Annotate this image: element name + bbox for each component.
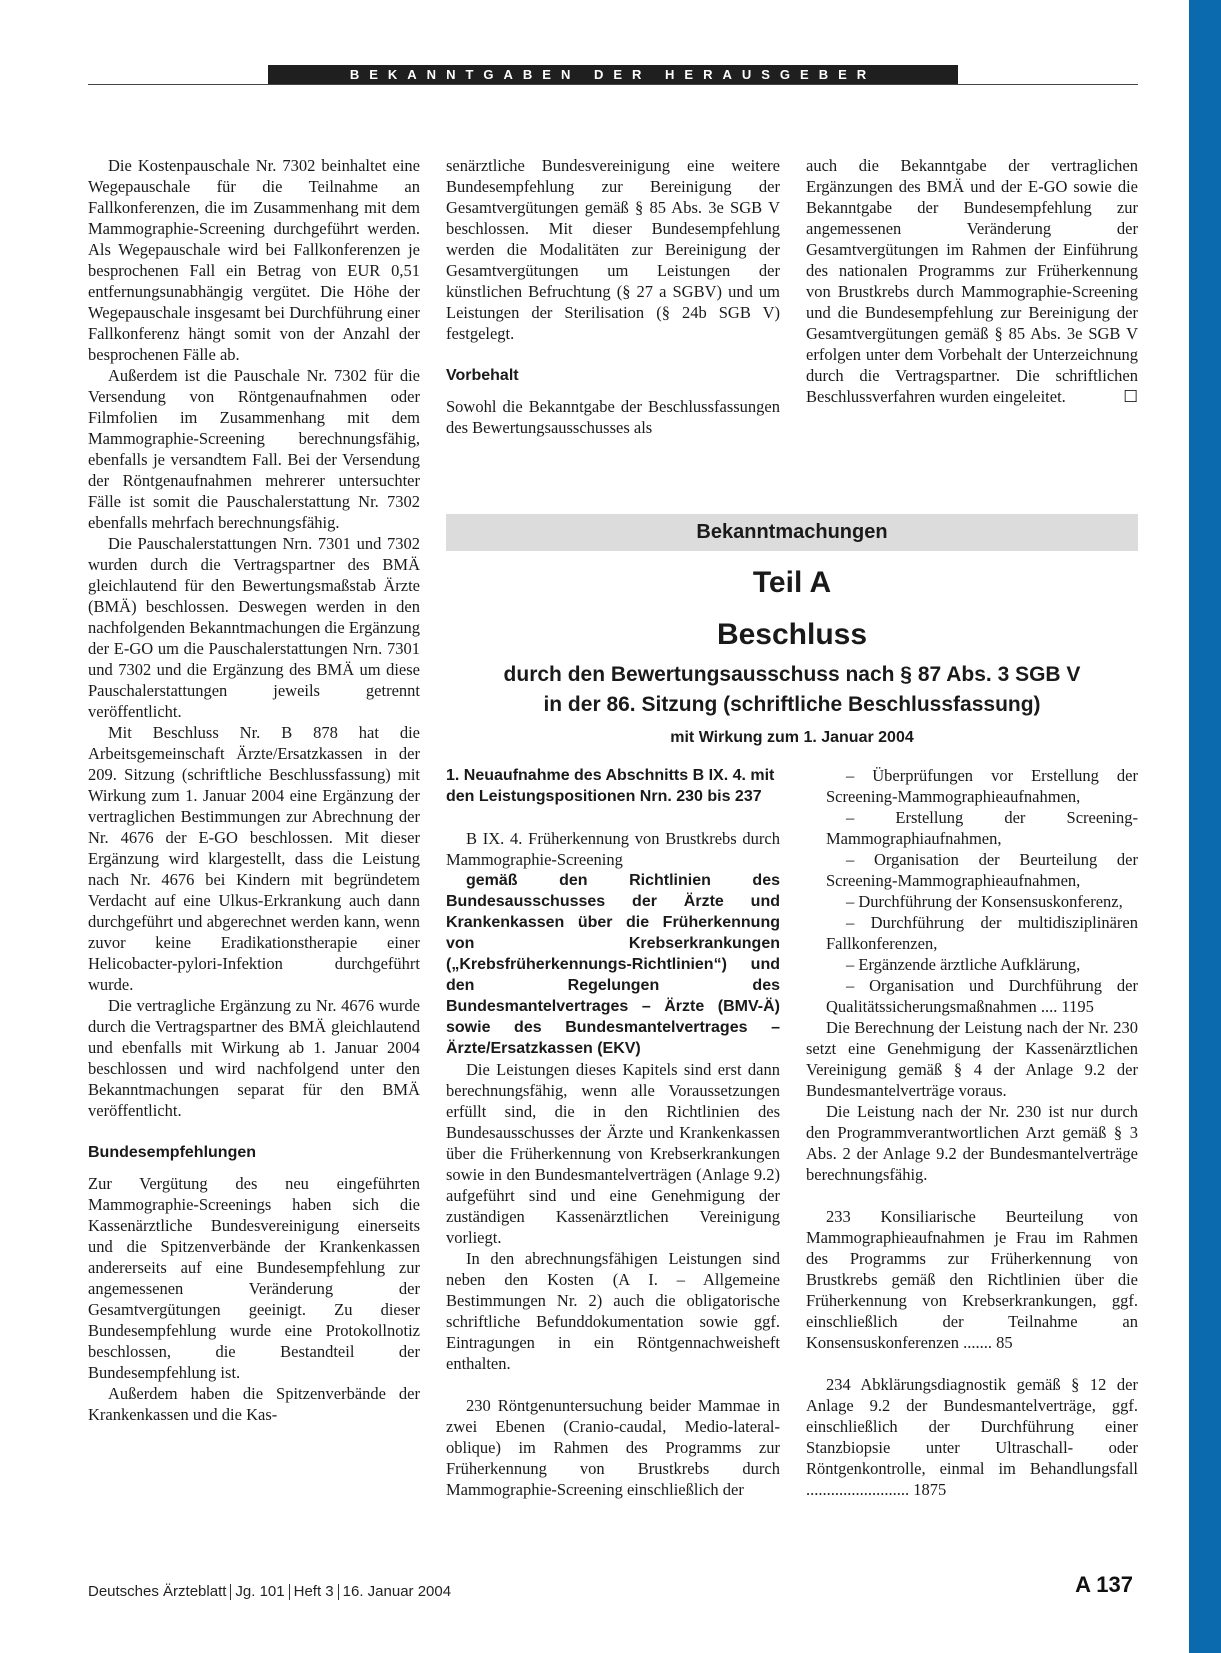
paragraph: Außerdem haben die Spitzenverbände der Krankenkassen und die Kas-	[88, 1384, 420, 1424]
list-item: – Erstellung der Screening-Mammographiaufnahmen,	[826, 808, 1138, 848]
item-heading: 1. Neuaufnahme des Abschnitts B IX. 4. mit den Leistungspositionen Nrn. 230 bis 237	[446, 767, 775, 805]
journal-volume: Jg. 101	[235, 1583, 285, 1600]
column-3	[806, 155, 1138, 407]
paragraph	[806, 155, 1138, 407]
header-rule	[88, 84, 1138, 85]
paragraph: Außerdem ist die Pauschale Nr. 7302 für die Versendung von Röntgenaufnahmen oder Filmfolien im Zusammenhang mit dem Mammographie-Screening berechnungsfähig, ebenfalls je versandtem Fall. Bei der Versendung der Röntgenaufnahmen mehrerer untersuchter Fälle ist somit die Pauschalerstattung Nr. 7302 ebenfalls mehrfach berechnungsfähig.	[88, 366, 420, 532]
list-item: – Überprüfungen vor Erstellung der Screening-Mammographieaufnahmen,	[826, 766, 1138, 806]
part-title: Teil A	[752, 566, 832, 599]
paragraph: Zur Vergütung des neu eingeführten Mammographie-Screenings haben sich die Kassenärztliche Bundesvereinigung einerseits und die Spitzenverbände der Krankenkassen andererseits auf eine Bundesempfehlung zur angemessenen Veränderung der Gesamtvergütungen geeinigt. Zu dieser Bundesempfehlung wurde eine Protokollnotiz beschlossen, die Bestandteil der Bundesempfehlung ist.	[88, 1174, 420, 1382]
paragraph: Die Kostenpauschale Nr. 7302 beinhaltet eine Wegepauschale für die Teilnahme an Fallkonferenzen, die im Zusammenhang mit dem Mammographie-Screening durchgeführt werden. Als Wegepauschale wird bei Fallkonferenzen je besprochenen Fall ein Betrag von EUR 0,51 entfernungsunabhängig vergütet. Die Höhe der Wegepauschale insgesamt bei Durchführung einer Fallkonferenz hängt somit von der Anzahl der besprochenen Fälle ab.	[88, 156, 420, 364]
list-item: – Organisation der Beurteilung der Screening-Mammographieaufnahmen,	[826, 850, 1138, 890]
list-item: – Ergänzende ärztliche Aufklärung,	[846, 955, 1081, 974]
paragraph: 233 Konsiliarische Beurteilung von Mammographieaufnahmen je Frau im Rahmen des Programms zur Früherkennung von Brustkrebs gemäß den Richtlinien über die Früherkennung von Krebserkrankungen, ggf. einschließlich der Teilnahme an Konsensuskonferenzen ....... 85	[806, 1207, 1138, 1352]
section-heading-bundesempfehlungen: Bundesempfehlungen	[88, 1144, 257, 1161]
list-item: – Durchführung der multidisziplinären Fallkonferenzen,	[826, 913, 1138, 953]
announcement-band: Bekanntmachungen	[446, 514, 1138, 551]
column-2	[446, 155, 780, 438]
section-heading-vorbehalt: Vorbehalt	[446, 367, 519, 384]
subtitle-line: in der 86. Sitzung (schriftliche Beschlussfassung)	[543, 693, 1041, 716]
list-item: – Durchführung der Konsensuskonferenz,	[846, 892, 1123, 911]
footer-separator	[289, 1584, 290, 1600]
paragraph: Die Leistung nach der Nr. 230 ist nur durch den Programmverantwortlichen Arzt gemäß § 3 Abs. 2 der Anlage 9.2 der Bundesmantelverträge berechnungsfähig.	[806, 1102, 1138, 1184]
paragraph: Sowohl die Bekanntgabe der Beschlussfassungen des Bewertungsausschusses als	[446, 397, 780, 437]
journal-name: Deutsches Ärzteblatt	[88, 1583, 227, 1600]
resolution-title: Beschluss	[716, 618, 868, 651]
subtitle-line: durch den Bewertungsausschuss nach § 87 Abs. 3 SGB V	[503, 663, 1081, 686]
paragraph-text: auch die Bekanntgabe der vertraglichen Ergänzungen des BMÄ und der E-GO sowie die Bekanntgabe der Bundesempfehlung zur angemessenen Veränderung der Gesamtvergütungen im Rahmen der Einführung des nationalen Programms zur Früherkennung von Brustkrebs durch Mammographie-Screening und die Bundesempfehlung zur Bereinigung der Gesamtvergütungen gemäß § 85 Abs. 3e SGB V erfolgen unter dem Vorbehalt der Unterzeichnung durch die Vertragspartner. Die schriftlichen Beschlussverfahren wurden eingeleitet.	[806, 156, 1138, 406]
paragraph: 234 Abklärungsdiagnostik gemäß § 12 der Anlage 9.2 der Bundesmantelverträge, ggf. einschließlich der Durchführung einer Stanzbiopsie unter Ultraschall- oder Röntgenkontrolle, einmal im Behandlungsfall ......................... 1875	[806, 1375, 1138, 1499]
column-5	[806, 765, 1138, 1500]
end-of-article-mark: ☐	[1123, 387, 1138, 406]
bold-paragraph: gemäß den Richtlinien des Bundesausschusses der Ärzte und Krankenkassen über die Früherkennung von Krebserkrankungen („Krebsfrüherkennungs-Richtlinien“) und den Regelungen des Bundesmantelvertrages – Ärzte (BMV-Ä) sowie des Bundesmantelvertrages – Ärzte/Ersatzkassen (EKV)	[446, 872, 780, 1057]
page-number: A 137	[1075, 1572, 1133, 1597]
section-header-title: BEKANNTGABEN DER HERAUSGEBER	[349, 67, 877, 82]
paragraph: In den abrechnungsfähigen Leistungen sind neben den Kosten (A I. – Allgemeine Bestimmungen Nr. 2) auch die obligatorische schriftliche Befunddokumentation sowie ggf. Eintragungen in ein Röntgennachweisheft enthalten.	[446, 1249, 780, 1373]
journal-date: 16. Januar 2004	[342, 1583, 452, 1600]
resolution-subtitle	[446, 660, 1138, 720]
paragraph: 230 Röntgenuntersuchung beider Mammae in zwei Ebenen (Cranio-caudal, Medio-lateral-oblique) im Rahmen des Programms zur Früherkennung von Brustkrebs durch Mammographie-Screening einschließlich der	[446, 1396, 780, 1499]
footer-separator	[230, 1584, 231, 1600]
paragraph: B IX. 4. Früherkennung von Brustkrebs durch Mammographie-Screening	[446, 829, 780, 869]
section-header-bar	[268, 65, 958, 84]
column-4	[446, 765, 780, 1500]
paragraph: Die Leistungen dieses Kapitels sind erst dann berechnungsfähig, wenn alle Voraussetzungen erfüllt sind, die in den Richtlinien des Bundesausschusses der Ärzte und Krankenkassen über die Früherkennung von Krebserkrankungen sowie in den Bundesmantelverträgen (Anlage 9.2) aufgeführt sind und eine Genehmigung der zuständigen Kassenärztlichen Vereinigung vorliegt.	[446, 1060, 780, 1247]
footer-separator	[338, 1584, 339, 1600]
effective-date: mit Wirkung zum 1. Januar 2004	[670, 729, 914, 746]
paragraph: Die vertragliche Ergänzung zu Nr. 4676 wurde durch die Vertragspartner des BMÄ gleichlautend und ebenfalls mit Wirkung ab 1. Januar 2004 beschlossen und wird nachfolgend unter den Bekanntmachungen separat für den BMÄ veröffentlicht.	[88, 996, 420, 1120]
paragraph: senärztliche Bundesvereinigung eine weitere Bundesempfehlung zur Bereinigung der Gesamtvergütungen gemäß § 85 Abs. 3e SGB V beschlossen. Mit dieser Bundesempfehlung werden die Modalitäten zur Bereinigung der Gesamtvergütungen um Leistungen der künstlichen Befruchtung (§ 27 a SGBV) und um Leistungen der Sterilisation (§ 24b SGB V) festgelegt.	[446, 156, 780, 343]
list-item: – Organisation und Durchführung der Qualitätssicherungsmaßnahmen .... 1195	[826, 976, 1138, 1016]
side-color-bar	[1189, 0, 1221, 1653]
paragraph: Die Pauschalerstattungen Nrn. 7301 und 7302 wurden durch die Vertragspartner des BMÄ gleichlautend für den Bewertungsmaßstab Ärzte (BMÄ) beschlossen. Deswegen werden in den nachfolgenden Bekanntmachungen die Ergänzung der E-GO um die Pauschalerstattungen Nrn. 7301 und 7302 und die Ergänzung des BMÄ um diese Pauschalerstattungen jeweils getrennt veröffentlicht.	[88, 534, 420, 721]
column-1	[88, 155, 420, 1425]
journal-issue: Heft 3	[293, 1583, 334, 1600]
paragraph: Die Berechnung der Leistung nach der Nr. 230 setzt eine Genehmigung der Kassenärztlichen Vereinigung gemäß § 4 der Anlage 9.2 der Bundesmantelverträge voraus.	[806, 1018, 1138, 1100]
paragraph: Mit Beschluss Nr. B 878 hat die Arbeitsgemeinschaft Ärzte/Ersatzkassen in der 209. Sitzung (schriftliche Beschlussfassung) mit Wirkung zum 1. Januar 2004 eine Ergänzung der vertraglichen Bestimmungen zur Abrechnung der Nr. 4676 der E-GO beschlossen. Mit dieser Ergänzung wird klargestellt, dass die Leistung nach Nr. 4676 bei Kindern mit begründetem Verdacht auf eine Ulkus-Erkrankung auch dann durchgeführt und abgerechnet werden kann, wenn zuvor keine Eradikationstherapie einer Helicobacter-pylori-Infektion durchgeführt wurde.	[88, 723, 420, 994]
footer-citation	[88, 1583, 451, 1600]
